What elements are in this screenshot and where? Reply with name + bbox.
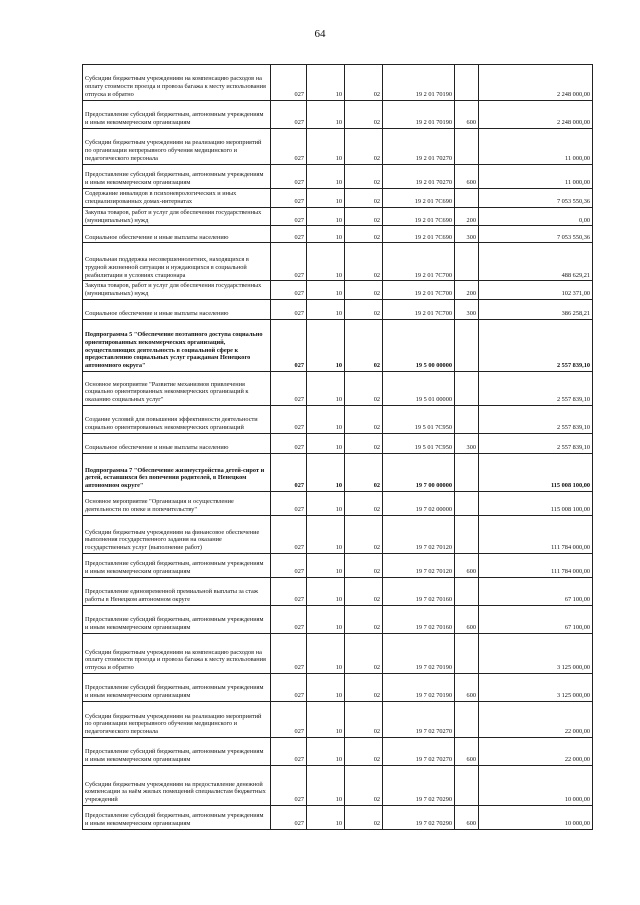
row-section-code: 10 xyxy=(307,806,345,830)
row-admin-code: 027 xyxy=(271,766,307,806)
row-admin-code: 027 xyxy=(271,65,307,101)
row-section-code: 10 xyxy=(307,226,345,243)
row-section-code: 10 xyxy=(307,129,345,165)
row-description: Предоставление субсидий бюджетным, автономным учреждениям и иным некоммерческим организациям xyxy=(83,738,271,766)
row-description: Содержание инвалидов в психоневрологических и иных специализированных домах-интернатах xyxy=(83,189,271,208)
row-subsection-code: 02 xyxy=(345,738,383,766)
row-amount: 67 100,00 xyxy=(479,606,593,634)
table-row xyxy=(83,65,593,101)
row-subsection-code: 02 xyxy=(345,674,383,702)
row-admin-code: 027 xyxy=(271,101,307,129)
row-description: Субсидии бюджетным учреждениям на компенсацию расходов на оплату стоимости проезда и провоза багажа к месту использования отпуска и обратно xyxy=(83,65,271,101)
row-amount: 2 557 839,10 xyxy=(479,434,593,454)
row-admin-code: 027 xyxy=(271,806,307,830)
row-target-article: 19 2 01 70190 xyxy=(383,65,455,101)
row-expense-type: 600 xyxy=(455,554,479,578)
row-amount: 10 000,00 xyxy=(479,766,593,806)
row-subsection-code: 02 xyxy=(345,300,383,320)
row-admin-code: 027 xyxy=(271,454,307,492)
row-target-article: 19 7 02 70290 xyxy=(383,806,455,830)
row-subsection-code: 02 xyxy=(345,806,383,830)
table-row xyxy=(83,101,593,129)
row-description: Субсидии бюджетным учреждениям на реализацию мероприятий по организации непрерывного обучения медицинского и педагогического персонала xyxy=(83,129,271,165)
table-row xyxy=(83,320,593,372)
row-admin-code: 027 xyxy=(271,320,307,372)
table-row xyxy=(83,606,593,634)
row-section-code: 10 xyxy=(307,320,345,372)
row-expense-type xyxy=(455,65,479,101)
row-admin-code: 027 xyxy=(271,406,307,434)
row-subsection-code: 02 xyxy=(345,406,383,434)
row-target-article: 19 7 02 70290 xyxy=(383,766,455,806)
row-subsection-code: 02 xyxy=(345,165,383,189)
row-target-article: 19 7 02 70120 xyxy=(383,554,455,578)
row-subsection-code: 02 xyxy=(345,226,383,243)
table-row xyxy=(83,766,593,806)
row-expense-type: 600 xyxy=(455,165,479,189)
row-description: Предоставление субсидий бюджетным, автономным учреждениям и иным некоммерческим организациям xyxy=(83,554,271,578)
row-description: Предоставление субсидий бюджетным, автономным учреждениям и иным некоммерческим организациям xyxy=(83,806,271,830)
row-section-code: 10 xyxy=(307,406,345,434)
row-target-article: 19 5 01 7С950 xyxy=(383,406,455,434)
table-row xyxy=(83,454,593,492)
page-number: 64 xyxy=(314,28,326,40)
row-expense-type xyxy=(455,516,479,554)
row-subsection-code: 02 xyxy=(345,320,383,372)
row-description: Создание условий для повышения эффективности деятельности социально ориентированных некоммерческих организаций xyxy=(83,406,271,434)
table-row xyxy=(83,806,593,830)
row-section-code: 10 xyxy=(307,674,345,702)
row-subsection-code: 02 xyxy=(345,434,383,454)
row-subsection-code: 02 xyxy=(345,243,383,281)
row-section-code: 10 xyxy=(307,492,345,516)
row-target-article: 19 7 02 00000 xyxy=(383,492,455,516)
row-expense-type: 600 xyxy=(455,738,479,766)
row-target-article: 19 2 01 7С700 xyxy=(383,300,455,320)
row-admin-code: 027 xyxy=(271,434,307,454)
row-expense-type: 600 xyxy=(455,101,479,129)
row-admin-code: 027 xyxy=(271,226,307,243)
table-row xyxy=(83,129,593,165)
table-row xyxy=(83,554,593,578)
row-subsection-code: 02 xyxy=(345,606,383,634)
row-description: Социальное обеспечение и иные выплаты населению xyxy=(83,226,271,243)
row-subsection-code: 02 xyxy=(345,281,383,300)
row-expense-type xyxy=(455,243,479,281)
row-admin-code: 027 xyxy=(271,243,307,281)
row-description: Социальное обеспечение и иные выплаты населению xyxy=(83,434,271,454)
row-subsection-code: 02 xyxy=(345,65,383,101)
table-row xyxy=(83,243,593,281)
row-section-code: 10 xyxy=(307,516,345,554)
row-section-code: 10 xyxy=(307,165,345,189)
row-target-article: 19 7 00 00000 xyxy=(383,454,455,492)
table-row xyxy=(83,738,593,766)
row-section-code: 10 xyxy=(307,702,345,738)
row-admin-code: 027 xyxy=(271,516,307,554)
row-amount: 7 053 550,36 xyxy=(479,226,593,243)
table-row xyxy=(83,406,593,434)
row-amount: 22 000,00 xyxy=(479,702,593,738)
row-target-article: 19 7 02 70120 xyxy=(383,516,455,554)
row-section-code: 10 xyxy=(307,281,345,300)
row-subsection-code: 02 xyxy=(345,189,383,208)
row-amount: 115 008 100,00 xyxy=(479,492,593,516)
table-row xyxy=(83,189,593,208)
row-admin-code: 027 xyxy=(271,738,307,766)
row-description: Закупка товаров, работ и услуг для обеспечения государственных (муниципальных) нужд xyxy=(83,281,271,300)
row-subsection-code: 02 xyxy=(345,492,383,516)
row-amount: 11 000,00 xyxy=(479,129,593,165)
row-section-code: 10 xyxy=(307,434,345,454)
row-expense-type: 300 xyxy=(455,434,479,454)
row-admin-code: 027 xyxy=(271,606,307,634)
row-admin-code: 027 xyxy=(271,129,307,165)
row-subsection-code: 02 xyxy=(345,702,383,738)
row-amount: 2 248 000,00 xyxy=(479,101,593,129)
row-expense-type xyxy=(455,634,479,674)
row-target-article: 19 2 01 7С690 xyxy=(383,226,455,243)
row-expense-type: 200 xyxy=(455,207,479,226)
row-section-code: 10 xyxy=(307,766,345,806)
table-row xyxy=(83,674,593,702)
row-amount: 2 248 000,00 xyxy=(479,65,593,101)
row-target-article: 19 2 01 7С700 xyxy=(383,243,455,281)
table-row xyxy=(83,634,593,674)
row-expense-type xyxy=(455,372,479,406)
row-target-article: 19 2 01 7С700 xyxy=(383,281,455,300)
row-admin-code: 027 xyxy=(271,300,307,320)
row-amount: 115 008 100,00 xyxy=(479,454,593,492)
row-description: Субсидии бюджетным учреждениям на компенсацию расходов на оплату стоимости проезда и провоза багажа к месту использования отпуска и обратно xyxy=(83,634,271,674)
row-section-code: 10 xyxy=(307,300,345,320)
row-expense-type: 600 xyxy=(455,606,479,634)
row-amount: 7 053 550,36 xyxy=(479,189,593,208)
row-admin-code: 027 xyxy=(271,702,307,738)
row-subsection-code: 02 xyxy=(345,129,383,165)
row-amount: 2 557 839,10 xyxy=(479,320,593,372)
row-section-code: 10 xyxy=(307,207,345,226)
row-subsection-code: 02 xyxy=(345,578,383,606)
table-row xyxy=(83,226,593,243)
row-admin-code: 027 xyxy=(271,372,307,406)
table-row xyxy=(83,702,593,738)
row-target-article: 19 7 02 70190 xyxy=(383,634,455,674)
row-expense-type xyxy=(455,702,479,738)
table-row xyxy=(83,372,593,406)
row-expense-type: 600 xyxy=(455,674,479,702)
row-amount: 3 125 000,00 xyxy=(479,634,593,674)
row-section-code: 10 xyxy=(307,578,345,606)
budget-table-body xyxy=(83,65,593,830)
row-expense-type: 200 xyxy=(455,281,479,300)
row-expense-type xyxy=(455,454,479,492)
row-admin-code: 027 xyxy=(271,207,307,226)
row-target-article: 19 2 01 70270 xyxy=(383,129,455,165)
row-description: Субсидии бюджетным учреждениям на предоставление денежной компенсации за наём жилых помещений специалистам бюджетных учреждений xyxy=(83,766,271,806)
row-description: Субсидии бюджетным учреждениям на реализацию мероприятий по организации непрерывного обучения медицинского и педагогического персонала xyxy=(83,702,271,738)
row-description: Подпрограмма 5 "Обеспечение поэтапного доступа социально ориентированных некоммерческих организаций, осуществляющих деятельность в социальной сфере к предоставлению социальных услуг гражданам Ненецкого автономного округа" xyxy=(83,320,271,372)
row-expense-type xyxy=(455,320,479,372)
row-amount: 22 000,00 xyxy=(479,738,593,766)
row-expense-type xyxy=(455,578,479,606)
row-subsection-code: 02 xyxy=(345,101,383,129)
row-section-code: 10 xyxy=(307,65,345,101)
row-amount: 3 125 000,00 xyxy=(479,674,593,702)
row-section-code: 10 xyxy=(307,101,345,129)
table-row xyxy=(83,207,593,226)
row-expense-type xyxy=(455,406,479,434)
row-subsection-code: 02 xyxy=(345,454,383,492)
row-target-article: 19 2 01 7С690 xyxy=(383,189,455,208)
table-row xyxy=(83,165,593,189)
row-amount: 0,00 xyxy=(479,207,593,226)
row-description: Предоставление субсидий бюджетным, автономным учреждениям и иным некоммерческим организациям xyxy=(83,674,271,702)
row-target-article: 19 2 01 70190 xyxy=(383,101,455,129)
row-description: Предоставление субсидий бюджетным, автономным учреждениям и иным некоммерческим организациям xyxy=(83,606,271,634)
table-row xyxy=(83,492,593,516)
table-row xyxy=(83,281,593,300)
row-expense-type: 600 xyxy=(455,806,479,830)
row-amount: 10 000,00 xyxy=(479,806,593,830)
row-target-article: 19 7 02 70270 xyxy=(383,738,455,766)
row-amount: 2 557 839,10 xyxy=(479,406,593,434)
row-target-article: 19 7 02 70190 xyxy=(383,674,455,702)
row-target-article: 19 5 01 7С950 xyxy=(383,434,455,454)
row-description: Субсидии бюджетным учреждениям на финансовое обеспечение выполнения государственного задания на оказание государственных услуг (выполнение работ) xyxy=(83,516,271,554)
row-amount: 2 557 839,10 xyxy=(479,372,593,406)
row-target-article: 19 7 02 70270 xyxy=(383,702,455,738)
row-target-article: 19 5 00 00000 xyxy=(383,320,455,372)
row-admin-code: 027 xyxy=(271,281,307,300)
row-expense-type: 300 xyxy=(455,226,479,243)
table-row xyxy=(83,578,593,606)
row-expense-type: 300 xyxy=(455,300,479,320)
table-row xyxy=(83,516,593,554)
row-description: Закупка товаров, работ и услуг для обеспечения государственных (муниципальных) нужд xyxy=(83,207,271,226)
row-expense-type xyxy=(455,189,479,208)
row-admin-code: 027 xyxy=(271,578,307,606)
row-target-article: 19 7 02 70160 xyxy=(383,606,455,634)
row-subsection-code: 02 xyxy=(345,554,383,578)
row-description: Социальная поддержка несовершеннолетних, находящихся в трудной жизненной ситуации и нуждающихся в социальной реабилитации в условиях стационара xyxy=(83,243,271,281)
row-admin-code: 027 xyxy=(271,634,307,674)
row-expense-type xyxy=(455,492,479,516)
row-section-code: 10 xyxy=(307,372,345,406)
row-description: Основное мероприятие "Организация и осуществление деятельности по опеке и попечительству" xyxy=(83,492,271,516)
row-section-code: 10 xyxy=(307,554,345,578)
row-section-code: 10 xyxy=(307,634,345,674)
row-section-code: 10 xyxy=(307,189,345,208)
row-description: Основное мероприятие "Развитие механизмов привлечения социально ориентированных некоммерческих организаций к оказанию социальных услуг" xyxy=(83,372,271,406)
row-section-code: 10 xyxy=(307,606,345,634)
row-admin-code: 027 xyxy=(271,189,307,208)
row-subsection-code: 02 xyxy=(345,516,383,554)
row-description: Предоставление субсидий бюджетным, автономным учреждениям и иным некоммерческим организациям xyxy=(83,165,271,189)
row-amount: 111 784 000,00 xyxy=(479,516,593,554)
row-expense-type xyxy=(455,129,479,165)
row-subsection-code: 02 xyxy=(345,766,383,806)
row-subsection-code: 02 xyxy=(345,372,383,406)
row-amount: 67 100,00 xyxy=(479,578,593,606)
row-admin-code: 027 xyxy=(271,165,307,189)
row-subsection-code: 02 xyxy=(345,634,383,674)
row-section-code: 10 xyxy=(307,454,345,492)
row-amount: 488 629,21 xyxy=(479,243,593,281)
row-expense-type xyxy=(455,766,479,806)
table-row xyxy=(83,300,593,320)
row-admin-code: 027 xyxy=(271,554,307,578)
row-section-code: 10 xyxy=(307,243,345,281)
row-amount: 386 258,21 xyxy=(479,300,593,320)
row-amount: 11 000,00 xyxy=(479,165,593,189)
row-description: Социальное обеспечение и иные выплаты населению xyxy=(83,300,271,320)
row-target-article: 19 2 01 7С690 xyxy=(383,207,455,226)
budget-table xyxy=(82,64,593,830)
row-amount: 102 371,00 xyxy=(479,281,593,300)
row-amount: 111 784 000,00 xyxy=(479,554,593,578)
row-description: Предоставление единовременной премиальной выплаты за стаж работы в Ненецком автономном округе xyxy=(83,578,271,606)
row-description: Предоставление субсидий бюджетным, автономным учреждениям и иным некоммерческим организациям xyxy=(83,101,271,129)
row-target-article: 19 5 01 00000 xyxy=(383,372,455,406)
row-description: Подпрограмма 7 "Обеспечение жизнеустройства детей-сирот и детей, оставшихся без попечения родителей, в Ненецком автономном округе" xyxy=(83,454,271,492)
table-row xyxy=(83,434,593,454)
row-section-code: 10 xyxy=(307,738,345,766)
row-target-article: 19 2 01 70270 xyxy=(383,165,455,189)
row-admin-code: 027 xyxy=(271,674,307,702)
row-subsection-code: 02 xyxy=(345,207,383,226)
row-admin-code: 027 xyxy=(271,492,307,516)
row-target-article: 19 7 02 70160 xyxy=(383,578,455,606)
